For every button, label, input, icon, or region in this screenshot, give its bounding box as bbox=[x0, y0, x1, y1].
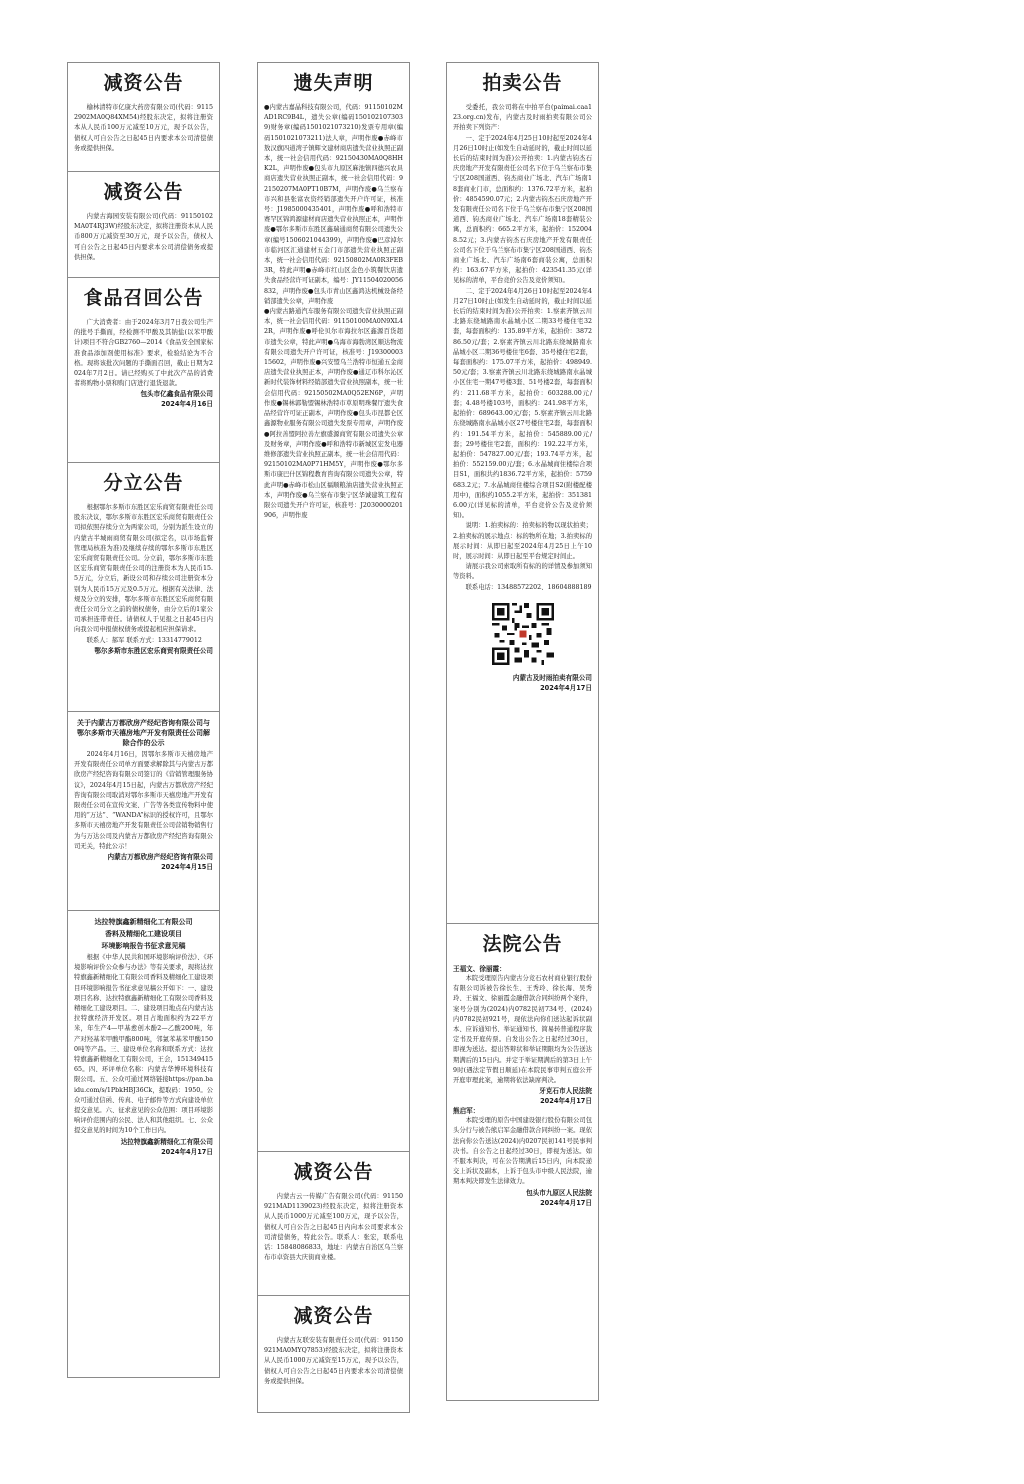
notice-title: 减资公告 bbox=[103, 72, 184, 94]
notice-capital-reduction-3 bbox=[257, 1151, 410, 1296]
notice-title: 拍卖公告 bbox=[482, 72, 563, 94]
column-middle bbox=[257, 62, 410, 1413]
notice-contact: 联系电话：13488572202、18604888189 bbox=[465, 583, 592, 591]
notice-court bbox=[446, 923, 599, 1401]
notice-addressee: 王福文、徐丽霞： bbox=[453, 965, 506, 973]
notice-body: 内蒙古友联安装有限责任公司(代码：91150921MA0MYQ7853)经股东决定，拟将注册资本从人民币1000万元减资至15万元，现予以公告，债权人可自公告之日起45日内要求本公司清偿债务或提供担保。 bbox=[264, 1337, 403, 1385]
notice-date: 2024年4月17日 bbox=[540, 1097, 592, 1106]
notice-body-notes: 说明：1.拍卖标的：拍卖标的物以现状拍卖；2.拍卖标的展示地点：标的物所在地；3.拍卖标的展示时间：从即日起至2024年4月25日上午10时，展示时间：从即日起至平台规定时间止。 bbox=[453, 522, 592, 560]
notice-capital-reduction-2 bbox=[67, 171, 220, 278]
qr-code-icon[interactable] bbox=[492, 603, 554, 665]
column-left bbox=[67, 62, 220, 1378]
notice-signer: 内蒙古及时雨拍卖有限公司 bbox=[512, 673, 592, 682]
notice-signer: 包头市亿鑫食品有限公司 bbox=[140, 390, 213, 399]
notice-subtitle: 关于内蒙古万都欣房产经纪咨询有限公司与鄂尔多斯市天禧房地产开发有限责任公司解除合作的公示 bbox=[77, 719, 210, 747]
notice-signer: 鄂尔多斯市东胜区宏乐商贸有限责任公司 bbox=[94, 646, 213, 655]
notice-title: 减资公告 bbox=[103, 181, 184, 203]
notice-loss-statements bbox=[257, 62, 410, 1152]
notice-body-part1: 一、定于2024年4月25日10时起至2024年4月26日10时止(如发生自动延时的，截止时间以延长后的结束时间为准)公开拍卖：1.内蒙古钧杰石庆房地产开发有限责任公司名下位于乌兰察布市集宁区208国道西、钧杰商业广场北、汽车广场南18套商业门市，总面积约：1376.72平方米，起拍价：4854590.07元；2.内蒙古钧杰石庆房地产开发有限责任公司名下位于乌兰察布市集宁区208国道西、钧杰商业广场北、汽车广场南18套精装公寓，总面积约：665.2平方米，起拍价：1520048.52元；3.内蒙古钧杰石庆房地产开发有限责任公司名下位于乌兰察布市集宁区208国道西、钧杰商业广场北、汽车广场南6套商装公寓，总面积约：163.67平方米，起拍价：423541.35元(详见标的清单，平台竞价公告及竞价须知)。 bbox=[453, 134, 592, 285]
notice-body: 本院受理的原告中国建设银行股份有限公司包头分行与被告熊启军金融借款合同纠纷一案。现依法向你公告送达(2024)内0207民初141号民事判决书。自公告之日起经过30日，即视为送达。如不服本判决，可在公告期满后15日内，向本院递交上诉状及副本，上诉于包头市中级人民法院，逾期本判决即发生法律效力。 bbox=[453, 1117, 592, 1186]
notice-title: 减资公告 bbox=[293, 1305, 374, 1327]
notice-body: 内蒙古海园安装有限公司(代码：91150102MA0T4RJ3W)经股东决定，拟将注册资本从人民币800万元减资至30万元，现予以公告，债权人可自公告之日起45日内要求本公司清偿债务或提供担保。 bbox=[74, 213, 213, 261]
column-right bbox=[446, 62, 599, 1401]
notice-body: 内蒙古云一传媒广告有限公司(代码：91150921MAD1139023)经股东决定，拟将注册资本从人民币1000万元减至100万元，现予以公告，债权人可自公告之日起45日内向本公司要求本公司清偿债务，特此公告。联系人：张宏，联系电话：15848086833，地址：内蒙古自治区乌兰察布市卓资县大庆街商业楼。 bbox=[264, 1193, 403, 1262]
notice-signer: 包头市九原区人民法院 bbox=[526, 1188, 592, 1197]
notice-date: 2024年4月15日 bbox=[161, 863, 213, 872]
notice-environment-assessment bbox=[67, 910, 220, 1378]
notice-body-intro: 受委托，我公司将在中拍平台(paimai.caa123.org.cn)发布，内蒙古及时雨拍卖有限公司公开拍卖下列资产： bbox=[453, 104, 592, 132]
notice-auction bbox=[446, 62, 599, 924]
notice-body: 榆林清特市亿康大药房有限公司(代码：91152902MA0Q84XM54)经股东决定，拟将注册资本从人民币100万元减至10万元，现予以公告，债权人可自公告之日起45日内要求本公司清偿债务或提供担保。 bbox=[74, 104, 213, 152]
notice-body: 广大消费者：由于2024年3月7日我公司生产的批号手撕面，经检测不甲酸及其钠盐(以苯甲酸计)项目不符合GB2760—2014《食品安全国家标准食品添加剂使用标准》要求，检验结论为不合格。现将该批次问题的手撕面召回，截止日期为2024年7月2日。请已经购买了中此次产品的消费者将购物小票和购门店进行退货退款。 bbox=[74, 319, 213, 388]
notice-cooperation-termination bbox=[67, 711, 220, 911]
notice-body: 本院受理原告内蒙古分竞石农村商业银行股份有限公司诉被告徐长生、王秀玲、徐长海、吴秀玲、王福文、徐丽霞金融借款合同纠纷两个案件，案号分别为(2024)内0782民初734号、(2024)内0782民初921号，现依法向你们送达起诉状副本、应诉通知书、举证通知书、简易转普通程序裁定书及开庭传票。自发出公告之日起经过30日，即视为送达。提出答辩状和举证期限均为公告送达期满后的15日内。并定于举证期满后的第3日上午9时(遇法定节假日顺延)在本院民事审判五庭公开开庭审理此案，逾期将依法缺席判决。 bbox=[453, 975, 592, 1085]
notice-title: 遗失声明 bbox=[293, 72, 374, 94]
notice-date: 2024年4月17日 bbox=[540, 683, 592, 692]
notice-title: 减资公告 bbox=[293, 1161, 374, 1183]
notice-signer: 达拉特旗鑫新精细化工有限公司 bbox=[120, 1137, 213, 1146]
notice-split bbox=[67, 462, 220, 712]
notice-body: ●内蒙古嘉晶科技有限公司，代码：91150102MAD1RC9B4L，遗失公章(编码1501021073039)财务章(编码1501021073210)发票专用章(编码1501021073211)法人章，声明作废●赤峰市敖汉旗四道湾子镇辉文建材商店遗失营业执照正副本，统一社会信用代码：92150430MA0Q8HHK2L，声明作废●包头市九原区麻池镇四德兴农具商店遗失营业执照正副本，统一社会信用代码：92150207MA0PT10B7M，声明作废●乌兰察布市兴和县张富农资经销部遗失开户许可证，核准号：J1985000435401，声明作废●呼和浩特市赛罕区锦鸿源建材商店遗失营业执照正本，声明作废●鄂尔多斯市东胜区鑫瑞通商贸有限公司遗失公章(编号1506021044399)，声明作废●巴彦淖尔市临河区汇通建材五金门市部遗失营业执照正副本，统一社会信用代码：92150802MA0R3FEB3R，特此声明●赤峰市红山区金色小筑餐饮店遗失食品经营许可证副本，编号：JY11504020056832，声明作废●包头市青山区鑫鸿达机械设备经销部遗失公章，声明作废 bbox=[264, 104, 403, 305]
notice-date: 2024年4月17日 bbox=[540, 1198, 592, 1207]
notice-food-recall bbox=[67, 277, 220, 463]
notice-body-part2: 二、定于2024年4月26日10时起至2024年4月27日10时止(如发生自动延时的，截止时间以延长后的结束时间为准)公开拍卖：1.察素齐镇云川北路东绕城路南水晶城小区二期33号楼住宅32套，每套面积约：135.89平方米，起拍价：387286.50元/套；2.察素齐镇云川北路东绕城路南水晶城小区二期36号楼住宅6套、35号楼住宅2套，每套面积约：175.07平方米，起拍价：498949.50元/套；3.察素齐镇云川北路东绕城路南水晶城小区住宅一期47号楼3套、51号楼2套，每套面积约：211.68平方米，起拍价：603288.00元/套；4.48号楼103号，面积约：241.98平方米，起拍价：689643.00元/套；5.察素齐镇云川北路东绕城路南水晶城小区27号楼住宅2套，每套面积约：191.54平方米，起拍价：545889.00元/套；29号楼住宅2套，面积约：192.22平方米，起拍价：547827.00元/套；193.74平方米，起拍价：552159.00元/套；6.水晶城商住楼综合项目S1，面积共约1836.72平方米，起拍价：5759683.2元；7.水晶城商住楼综合项目S2(附楼配楼用中)，面积约1055.2平方米，起拍价：3513816.00元(详见标的清单，平台竞价公告及竞价须知)。 bbox=[453, 287, 592, 520]
notice-body: 2024年4月16日，因鄂尔多斯市天禧房地产开发有限责任公司单方面要求解除其与内蒙古万都欣房产经纪咨询有限公司签订的《营销管理服务协议》，2024年4月15日起，内蒙古万都欣房产经纪咨询有限公司取消对鄂尔多斯市天禧房地产开发有限责任公司在宣传文案、广告等各类宣传物料中使用的“万达”、“WANDA”标识的授权许可，且鄂尔多斯市天禧房地产开发有限责任公司营销物销售行为与万达公司及内蒙古万都欣房产经纪咨询有限公司无关，特此公示！ bbox=[74, 751, 213, 850]
notice-subtitle: 香料及精细化工建设项目 bbox=[105, 930, 182, 938]
notice-subtitle: 达拉特旗鑫新精细化工有限公司 bbox=[94, 918, 193, 926]
notice-subtitle: 环境影响报告书征求意见稿 bbox=[101, 942, 186, 950]
notice-body: 根据《中华人民共和国环境影响评价法》、《环境影响评价公众参与办法》等有关要求，现将达拉特旗鑫新精细化工有限公司香料及精细化工建设项目环境影响报告书征求意见稿公开如下：一、建设项目名称、达拉特旗鑫新精细化工有限公司香料及精细化工建设项目。二、建设项目地点在内蒙古达拉特旗经济开发区。项目占地面积约为22平方米，年生产4—甲基愈创木酚2—乙酸200吨，年产对羟基苯甲酸甲酯800吨，邻氯苯基苯甲酸1500吨等产品。三、建设单位名称和联系方式：达拉特旗鑫新精细化工有限公司，王会，15134941565。四、环评单位名称：内蒙古华博环境科技有限公司。五、公众可通过网络链接https://pan.baidu.com/s/1PbkHBJ36Ck，提取码：1950。公众可通过信函、传真、电子邮件等方式向建设单位提交意见。六、征求意见的公众范围：项目环境影响评价范围内的公民、法人和其他组织。七、公众提交意见的时间为10个工作日内。 bbox=[74, 954, 213, 1135]
notice-addressee: 熊启军： bbox=[453, 1107, 480, 1116]
notice-signer: 内蒙古万都欣房产经纪咨询有限公司 bbox=[107, 853, 213, 862]
notice-capital-reduction-1 bbox=[67, 62, 220, 172]
notice-body-continued: ●内蒙古路通汽车服务有限公司遗失营业执照正副本，统一社会信用代码：91150100MA0N9XL42R，声明作废●呼伦贝尔市海拉尔区鑫源百货超市遗失公章，特此声明●乌海市海勃湾区顺达物流有限公司遗失开户许可证，核准号：J1930000315602，声明作废●兴安盟乌兰浩特市恒通五金商店遗失营业执照正本，声明作废●通辽市科尔沁区新时代装饰材料经销部遗失营业执照副本，统一社会信用代码：92150502MA0Q52EN6P，声明作废●锡林郭勒盟锡林浩特市草原明珠餐厅遗失食品经营许可证正副本，声明作废●包头市昆都仑区鑫源物业服务有限公司遗失发票专用章，声明作废●阿拉善盟阿拉善左旗盛源商贸有限公司遗失公章及财务章，声明作废●呼和浩特市新城区宏发电器维修部遗失营业执照正副本，统一社会信用代码：92150102MA0P71HM5Y，声明作废●鄂尔多斯市康巴什区锦程教育咨询有限公司遗失公章，特此声明●赤峰市松山区福顺粮油店遗失营业执照正本，声明作废●乌兰察布市集宁区华诚建筑工程有限公司遗失开户许可证，核准号：J2030000201906，声明作废 bbox=[264, 308, 403, 520]
notice-body: 根据鄂尔多斯市东胜区宏乐商贸有限责任公司股东决议，鄂尔多斯市东胜区宏乐商贸有限责任公司拟依照存续分立为两家公司，分别为派生设立的内蒙古半城雨商贸有限公司(拟定名，以市场监督管理局核准为准)及继续存续的鄂尔多斯市东胜区宏乐商贸有限责任公司。分立前，鄂尔多斯市东胜区宏乐商贸有限责任公司的注册资本为人民币15.5万元，分立后，新设公司和存续公司注册资本分别为人民币15万元及0.5万元。根据有关法律、法规及分立的安排，鄂尔多斯市东胜区宏乐商贸有限责任公司分立之前的债权债务，由分立后的1家公司承担连带责任。请债权人于见报之日起45日内向我公司申报债权债务或提起相应担保请求。 bbox=[74, 504, 213, 634]
notice-signer: 牙克石市人民法院 bbox=[539, 1087, 592, 1096]
notice-capital-reduction-4 bbox=[257, 1295, 410, 1413]
notice-body-request: 请展示我公司索取所有标的的详情及参加须知等资料。 bbox=[453, 563, 592, 581]
notice-date: 2024年4月16日 bbox=[161, 400, 213, 409]
notice-title: 食品召回公告 bbox=[83, 287, 204, 309]
notice-contact: 联系人：郝军 联系方式：13314779012 bbox=[86, 636, 202, 644]
notice-title: 法院公告 bbox=[482, 933, 563, 955]
notice-date: 2024年4月17日 bbox=[161, 1147, 213, 1156]
notice-title: 分立公告 bbox=[103, 472, 184, 494]
